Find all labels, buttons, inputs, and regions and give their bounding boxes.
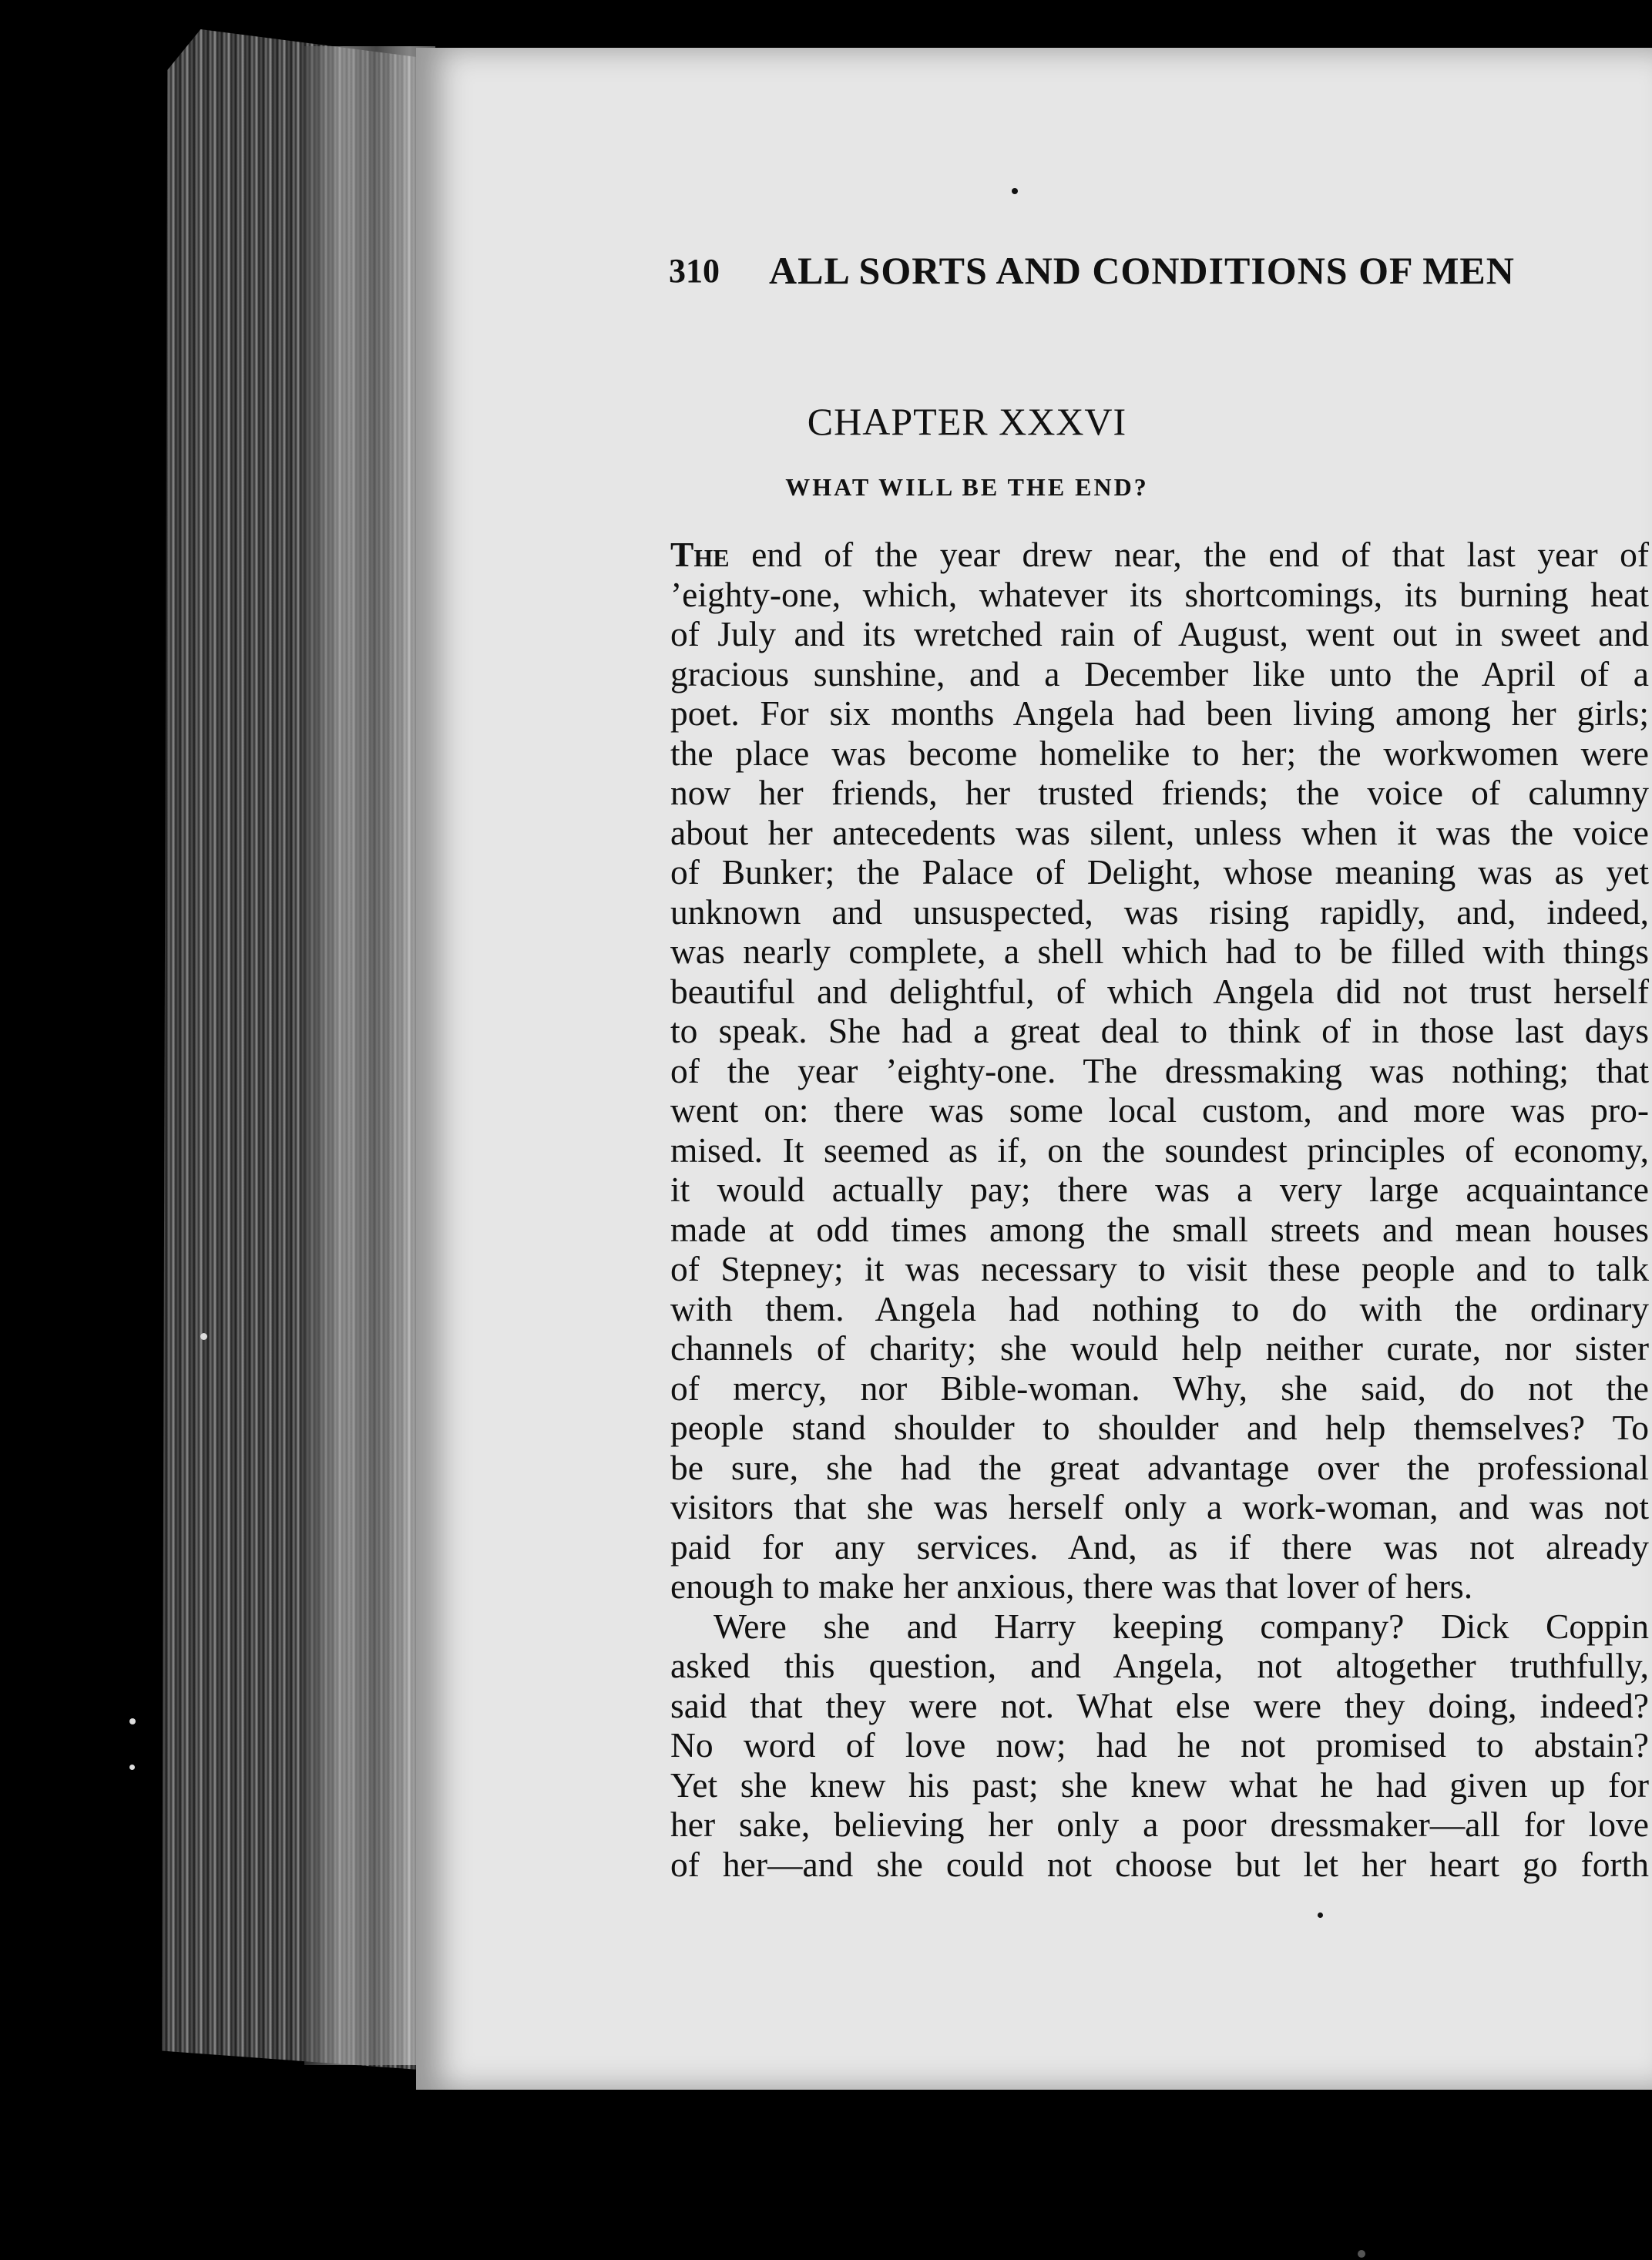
text-line: mised. It seemed as if, on the soundest principles of economy, xyxy=(670,1130,1649,1170)
page-header xyxy=(669,248,1601,302)
text-line: of mercy, nor Bible-woman. Why, she said, do not the xyxy=(670,1368,1649,1408)
text-line: said that they were not. What else were they doing, indeed? xyxy=(670,1685,1649,1725)
running-head: ALL SORTS AND CONDITIONS OF MEN xyxy=(769,249,1515,292)
text-line: poet. For six months Angela had been living among her girls; xyxy=(670,693,1649,733)
text-line: went on: there was some local custom, and more was pro- xyxy=(670,1090,1649,1130)
text-line: people stand shoulder to shoulder and help themselves? To xyxy=(670,1408,1649,1447)
scan-speck xyxy=(200,1333,207,1340)
text-line: the place was become homelike to her; the workwomen were xyxy=(670,733,1649,773)
page-number: 310 xyxy=(669,252,720,290)
text-line: channels of charity; she would help neither curate, nor sister xyxy=(670,1328,1649,1368)
text-line: about her antecedents was silent, unless when it was the voice xyxy=(670,812,1649,852)
text-line: asked this question, and Angela, not altogether truthfully, xyxy=(670,1646,1649,1685)
text-line: Yet she knew his past; she knew what he had given up for xyxy=(670,1765,1649,1805)
text-line: visitors that she was herself only a work-woman, and was not xyxy=(670,1487,1649,1526)
text-line: of Stepney; it was necessary to visit these people and to talk xyxy=(670,1249,1649,1288)
text-line: of the year ’eighty-one. The dressmaking was nothing; that xyxy=(670,1050,1649,1090)
scan-speck xyxy=(1318,1912,1323,1918)
text-line: unknown and unsuspected, was rising rapidly, and, indeed, xyxy=(670,892,1649,932)
text-line: of July and its wretched rain of August, went out in sweet and xyxy=(670,614,1649,653)
scan-speck xyxy=(129,1718,136,1724)
text-line: now her friends, her trusted friends; the voice of calumny xyxy=(670,773,1649,812)
scan-speck xyxy=(1012,188,1018,194)
scan-speck xyxy=(1358,2250,1365,2258)
text-line: beautiful and delightful, of which Angela did not trust herself xyxy=(670,971,1649,1011)
text-line: be sure, she had the great advantage over the professional xyxy=(670,1447,1649,1487)
text-line: with them. Angela had nothing to do with the ordinary xyxy=(670,1288,1649,1328)
text-line: to speak. She had a great deal to think of in those last days xyxy=(670,1011,1649,1050)
text-line: it would actually pay; there was a very large acquaintance xyxy=(670,1170,1649,1209)
text-line: of Bunker; the Palace of Delight, whose meaning was as yet xyxy=(670,852,1649,892)
text-line: gracious sunshine, and a December like unto the April of a xyxy=(670,653,1649,693)
scan-speck xyxy=(129,1765,135,1770)
text-line: was nearly complete, a shell which had to be filled with things xyxy=(670,932,1649,971)
text-line: her sake, believing her only a poor dressmaker—all for love xyxy=(670,1805,1649,1844)
text-line: enough to make her anxious, there was that lover of hers. xyxy=(670,1567,1473,1606)
text-line: Were she and Harry keeping company? Dick Coppin xyxy=(714,1606,1649,1646)
body-text xyxy=(670,535,1649,1884)
chapter-subtitle: WHAT WILL BE THE END? xyxy=(785,473,1149,501)
text-line xyxy=(670,535,1649,575)
text-line: of her—and she could not choose but let her heart go forth xyxy=(670,1844,1649,1884)
text-line: paid for any services. And, as if there was not already xyxy=(670,1526,1649,1567)
text-line: No word of love now; had he not promised to abstain? xyxy=(670,1725,1649,1765)
text-line: made at odd times among the small streets and mean houses xyxy=(670,1209,1649,1249)
text-line: ’eighty-one, which, whatever its shortcomings, its burning heat xyxy=(670,574,1649,614)
text-line-rest: end of the year drew near, the end of that last year of xyxy=(729,535,1649,574)
chapter-title: CHAPTER XXXVI xyxy=(807,400,1127,443)
opening-word: The xyxy=(670,535,730,574)
